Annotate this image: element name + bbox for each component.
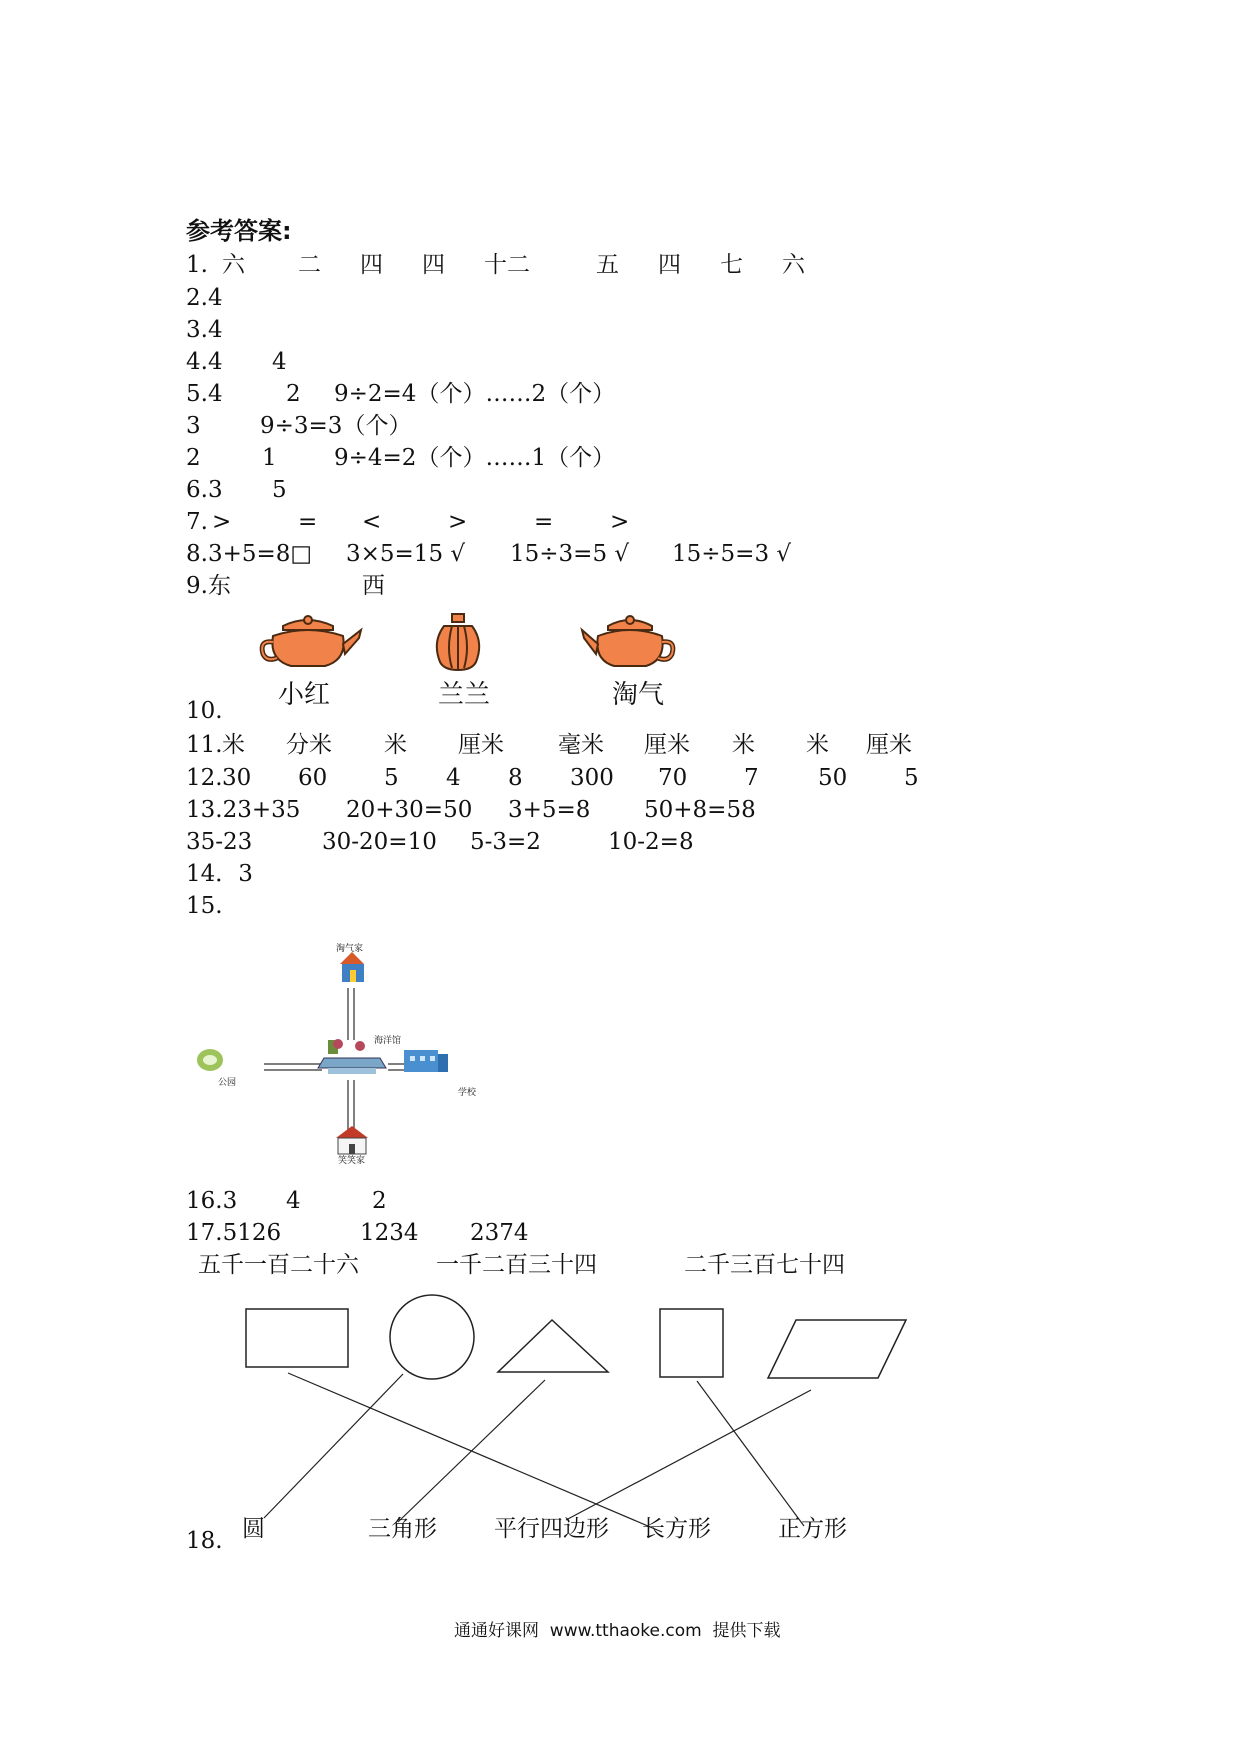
square-shape [660, 1309, 723, 1377]
q16-answer: 4 [286, 1188, 301, 1214]
q10-name: 淘气 [612, 680, 665, 710]
q5-answer: 2 [286, 381, 301, 407]
q8-answer: 15÷5=3 √ [672, 541, 792, 567]
q5-equation: 9÷3=3（个） [260, 413, 412, 439]
parallelogram-shape [768, 1320, 906, 1378]
q11-answer: 米 [222, 732, 245, 758]
q11-answer: 毫米 [558, 732, 604, 758]
q10-name: 兰兰 [438, 680, 491, 710]
q18-label: 正方形 [778, 1516, 847, 1542]
q18-label: 长方形 [642, 1516, 711, 1542]
q7-answer: < [362, 509, 382, 535]
circle-shape [390, 1295, 474, 1379]
map-label-west: 公园 [218, 1078, 237, 1088]
q1-answer: 四 [422, 252, 445, 278]
rectangle-shape [246, 1309, 348, 1367]
q5-answer: 5.4 [186, 381, 223, 407]
q13-equation: 3+5=8 [508, 797, 591, 823]
q11-answer: 分米 [286, 732, 332, 758]
q11-answer: 米 [732, 732, 755, 758]
q9-answer: 9.东 [186, 573, 231, 599]
q5-answer: 1 [262, 445, 277, 471]
q4-answer-b: 4 [272, 349, 287, 375]
q6-answer: 6.3 [186, 477, 223, 503]
q8-answer: 15÷3=5 √ [510, 541, 630, 567]
q10-name: 小红 [278, 680, 331, 710]
q1-answer: 四 [658, 252, 681, 278]
q12-answer: 5 [904, 765, 919, 791]
q7-answer: > [212, 509, 232, 535]
q6-answer-b: 5 [272, 477, 287, 503]
q13-equation: 50+8=58 [644, 797, 756, 823]
q11-answer: 厘米 [644, 732, 690, 758]
q1-answer: 二 [298, 252, 321, 278]
q18-label: 三角形 [368, 1516, 437, 1542]
q12-answer: 8 [508, 765, 523, 791]
q5-equation: 9÷4=2（个）……1（个） [334, 445, 616, 471]
q11-answer: 厘米 [458, 732, 504, 758]
q11-number: 11. [186, 732, 223, 758]
q8-answer: 3×5=15 √ [346, 541, 466, 567]
q12-answer: 50 [818, 765, 848, 791]
q1-number: 1. [186, 252, 208, 278]
q12-answer: 5 [384, 765, 399, 791]
q5-equation: 9÷2=4（个）……2（个） [334, 381, 616, 407]
q12-answer: 60 [298, 765, 328, 791]
q16-answer: 2 [372, 1188, 387, 1214]
q1-answer: 六 [222, 252, 245, 278]
q16-answer: 16.3 [186, 1188, 238, 1214]
q1-answer: 十二 [484, 252, 530, 278]
q17-chinese: 二千三百七十四 [684, 1252, 845, 1278]
map-label-east: 学校 [458, 1088, 477, 1098]
q12-answer: 4 [446, 765, 461, 791]
q5-answer: 3 [186, 413, 201, 439]
q2-answer: 2.4 [186, 285, 223, 311]
q1-answer: 六 [782, 252, 805, 278]
q11-answer: 米 [806, 732, 829, 758]
footer-text: 通通好课网 www.tthaoke.com 提供下载 [454, 1621, 781, 1641]
q17-chinese: 五千一百二十六 [198, 1252, 359, 1278]
q1-answer: 七 [720, 252, 743, 278]
q13-equation: 35-23 [186, 829, 253, 855]
q18-number: 18. [186, 1528, 223, 1554]
map-label-north: 淘气家 [336, 944, 364, 954]
q13-equation: 13.23+35 [186, 797, 301, 823]
q18-label: 圆 [242, 1516, 265, 1542]
q7-answer: > [610, 509, 630, 535]
q1-answer: 五 [596, 252, 619, 278]
q5-answer: 2 [186, 445, 201, 471]
map-label-center: 海洋馆 [374, 1036, 402, 1046]
q7-answer: > [448, 509, 468, 535]
q18-label: 平行四边形 [494, 1516, 609, 1542]
q12-answer: 30 [222, 765, 252, 791]
q12-answer: 70 [658, 765, 688, 791]
q13-equation: 5-3=2 [470, 829, 541, 855]
triangle-shape [498, 1320, 608, 1372]
q1-answer: 四 [360, 252, 383, 278]
q3-answer: 3.4 [186, 317, 223, 343]
q17-chinese: 一千二百三十四 [436, 1252, 597, 1278]
q13-equation: 30-20=10 [322, 829, 437, 855]
q11-answer: 米 [384, 732, 407, 758]
q7-answer: = [298, 509, 318, 535]
q13-equation: 10-2=8 [608, 829, 694, 855]
q7-answer: = [534, 509, 554, 535]
q12-answer: 300 [570, 765, 614, 791]
q13-equation: 20+30=50 [346, 797, 473, 823]
q17-answer: 2374 [470, 1220, 529, 1246]
q12-answer: 7 [744, 765, 759, 791]
q4-answer: 4.4 [186, 349, 223, 375]
q17-answer: 1234 [360, 1220, 419, 1246]
q15-number: 15. [186, 893, 223, 919]
q11-answer: 厘米 [866, 732, 912, 758]
q10-number: 10. [186, 698, 223, 724]
q8-answer: 8.3+5=8□ [186, 541, 313, 567]
q12-number: 12. [186, 765, 223, 791]
page-title: 参考答案: [186, 217, 292, 245]
q9-answer-b: 西 [362, 573, 385, 599]
q14-answer: 14．3 [186, 861, 253, 887]
q7-number: 7. [186, 509, 208, 535]
map-label-south: 笑笑家 [338, 1156, 366, 1166]
q17-answer: 17.5126 [186, 1220, 282, 1246]
